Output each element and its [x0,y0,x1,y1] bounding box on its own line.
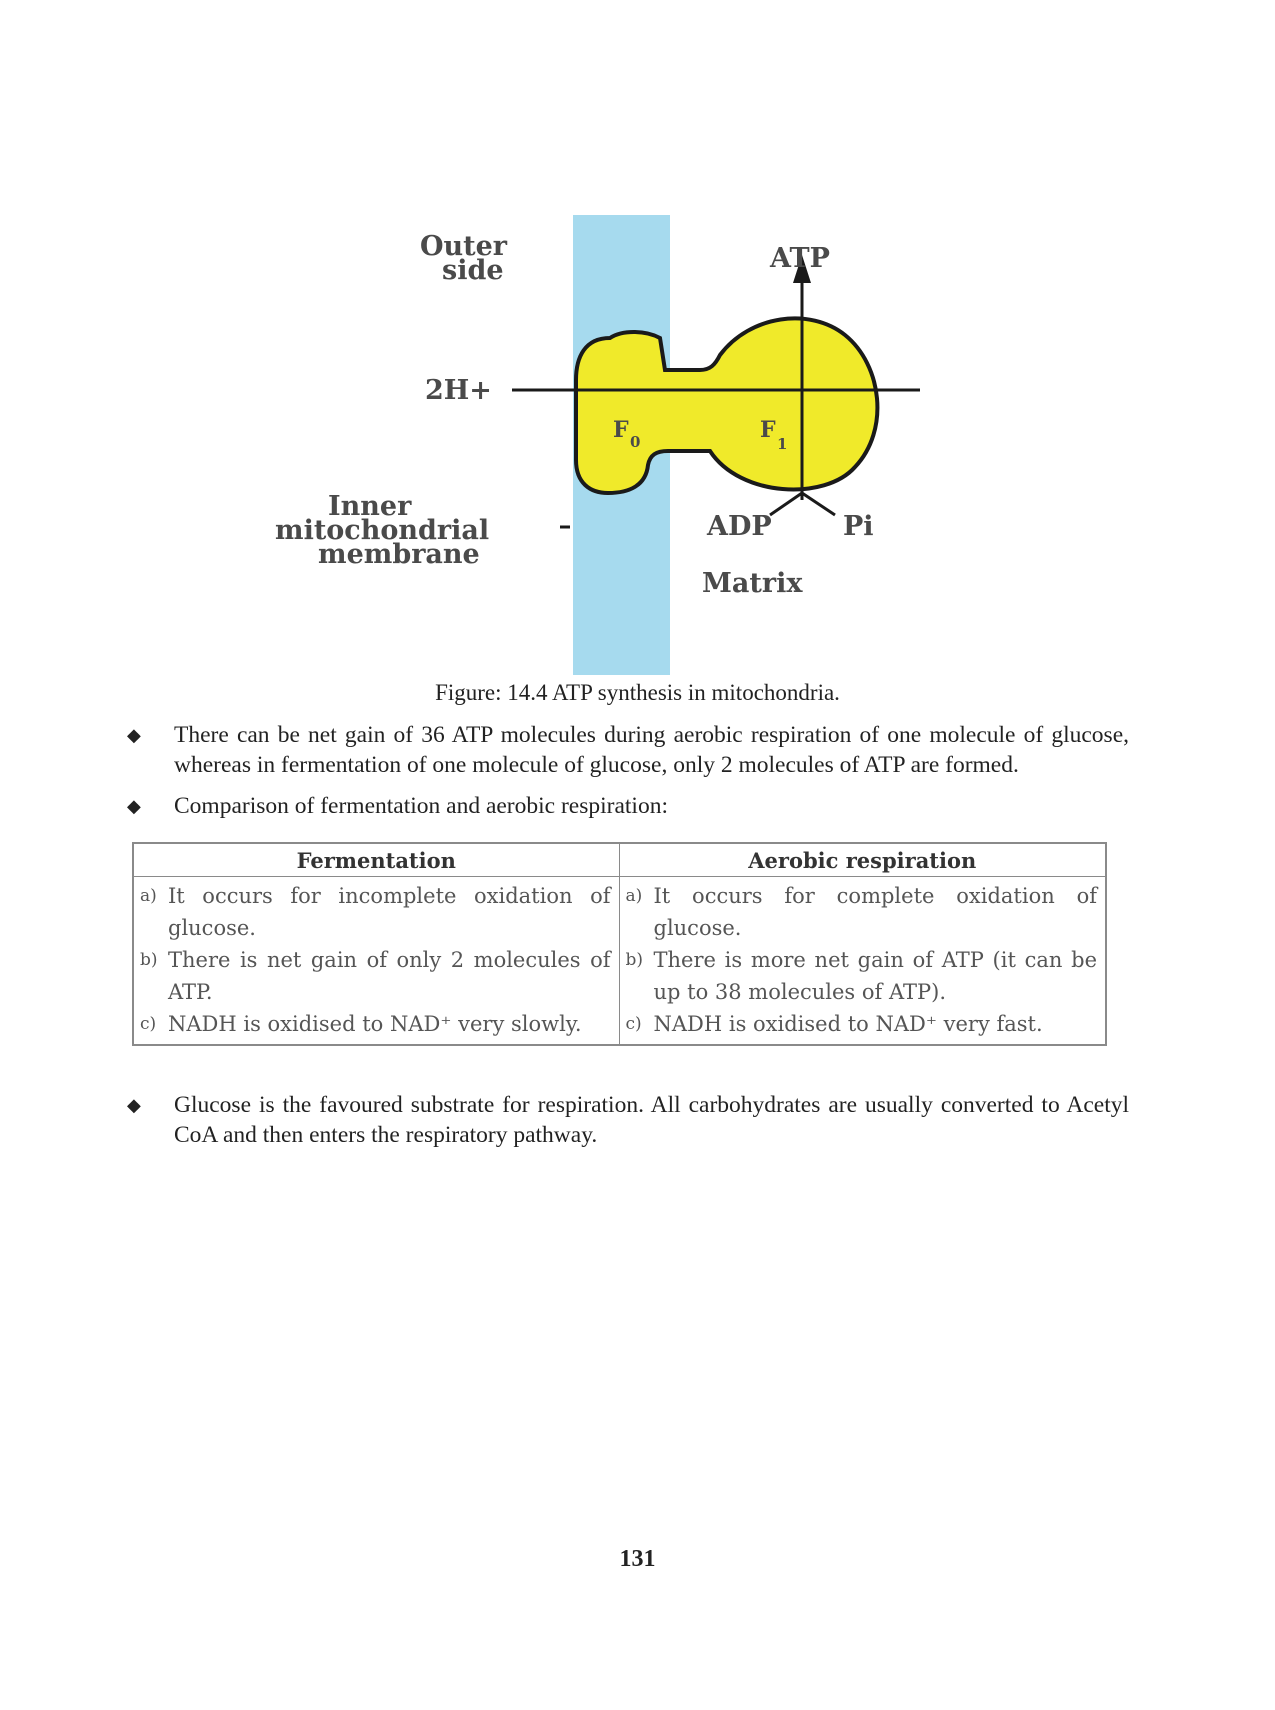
list-item [140,880,611,944]
aerobic-cell [619,877,1106,1046]
inner-membrane-label-1: Inner [328,491,412,522]
atp-synthase-diagram [270,215,1030,675]
inner-membrane-label-2: mitochondrial [275,515,490,546]
comparison-table [132,842,1107,1046]
proton-label: 2H+ [425,375,492,406]
bullet-text: Glucose is the favoured substrate for respiration. All carbohydrates are usually converted to Acetyl CoA and then enters the respiratory pathway. [174,1092,1129,1148]
item-marker: a) [140,886,157,906]
fermentation-cell [133,877,619,1046]
atp-synthase-complex [576,318,877,493]
diamond-bullet-icon: ◆ [127,1095,141,1115]
item-text: It occurs for incomplete oxidation of glucose. [168,884,611,940]
item-text: There is net gain of only 2 molecules of ATP. [168,948,611,1004]
header-aerobic-respiration: Aerobic respiration [619,843,1106,877]
item-text: NADH is oxidised to NAD⁺ very fast. [653,1012,1043,1036]
list-item [626,880,1098,944]
bullet-text: Comparison of fermentation and aerobic respiration: [174,793,668,819]
list-item [626,1008,1098,1040]
f1-label: F [760,417,776,443]
item-marker: c) [140,1014,157,1034]
pi-label: Pi [843,511,874,542]
f0-label: F [613,417,629,443]
item-text: NADH is oxidised to NAD⁺ very slowly. [168,1012,582,1036]
item-marker: a) [625,886,643,906]
adp-label: ADP [707,511,772,542]
atp-label: ATP [770,243,830,274]
item-text: It occurs for complete oxidation of glucose. [653,884,1097,940]
inner-membrane-label-3: membrane [318,539,480,570]
diamond-bullet-icon: ◆ [127,796,141,816]
f0-subscript: 0 [630,433,641,451]
pi-branch [802,493,835,515]
item-text: There is more net gain of ATP (it can be up to 38 molecules of ATP). [653,948,1097,1004]
page-number: 131 [619,1546,656,1572]
f1-subscript: 1 [777,435,788,453]
outer-side-label-2: side [442,255,504,286]
list-item [140,944,611,1008]
list-item [140,1008,611,1040]
item-marker: b) [625,950,644,970]
list-item [626,944,1098,1008]
atp-synthesis-figure [270,215,1030,675]
diamond-bullet-icon: ◆ [127,725,141,745]
table-header-row [133,843,1106,877]
figure-caption: Figure: 14.4 ATP synthesis in mitochondria. [435,680,840,705]
item-marker: c) [625,1014,642,1034]
table-row [133,877,1106,1046]
item-marker: b) [140,950,158,970]
header-fermentation: Fermentation [133,843,619,877]
matrix-label: Matrix [702,568,803,599]
bullet-text: There can be net gain of 36 ATP molecules during aerobic respiration of one molecule of glucose, whereas in fermentation of one molecule of glucose, only 2 molecules of ATP are formed. [174,722,1129,778]
outer-side-label-1: Outer [420,231,508,262]
adp-branch [770,493,802,515]
